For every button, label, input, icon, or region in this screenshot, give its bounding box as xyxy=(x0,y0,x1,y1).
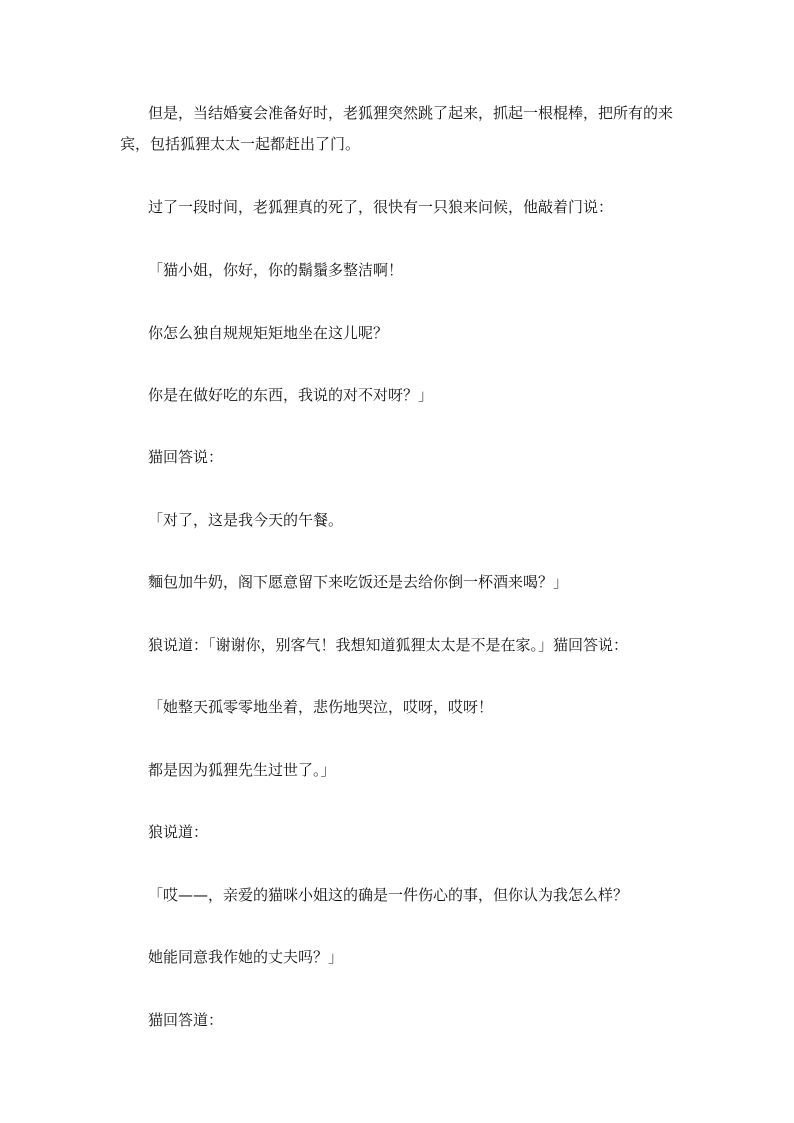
paragraph-bread-milk: 麵包加牛奶，阁下愿意留下来吃饭还是去给你倒一杯酒来喝？」 xyxy=(148,573,569,591)
paragraph-wedding-feast: 但是，当结婚宴会准备好时，老狐狸突然跳了起来，抓起一根棍棒，把所有的来宾，包括狐狸太太一起都赶出了门。 xyxy=(120,104,674,153)
paragraph-wolf-sad-thing: 「哎——，亲爱的猫咪小姐这的确是一件伤心的事，但你认为我怎么样？ xyxy=(148,886,629,904)
paragraph-cat-lunch: 「对了，这是我今天的午餐。 xyxy=(148,511,344,529)
paragraph-cat-sad: 「她整天孤零零地坐着，悲伤地哭泣，哎呀，哎呀！ xyxy=(148,698,494,716)
paragraph-wolf-greeting: 「猫小姐，你好，你的鬍鬚多整洁啊！ xyxy=(148,261,404,279)
paragraph-fox-passed: 都是因为狐狸先生过世了。」 xyxy=(148,761,336,779)
paragraph-cat-answered: 猫回答道： xyxy=(148,1011,224,1029)
paragraph-wolf-question: 你怎么独自规规矩矩地坐在这儿呢？ xyxy=(148,324,389,342)
paragraph-cat-replied: 猫回答说： xyxy=(148,448,224,466)
paragraph-fox-died: 过了一段时间，老狐狸真的死了，很快有一只狼来问候，他敲着门说： xyxy=(148,198,614,216)
paragraph-wolf-cooking: 你是在做好吃的东西，我说的对不对呀？」 xyxy=(148,386,434,404)
paragraph-wolf-said: 狼说道： xyxy=(148,823,209,841)
paragraph-wolf-thanks: 狼说道：「谢谢你，别客气！我想知道狐狸太太是不是在家。」猫回答说： xyxy=(148,636,629,654)
paragraph-husband-question: 她能同意我作她的丈夫吗？」 xyxy=(148,948,344,966)
